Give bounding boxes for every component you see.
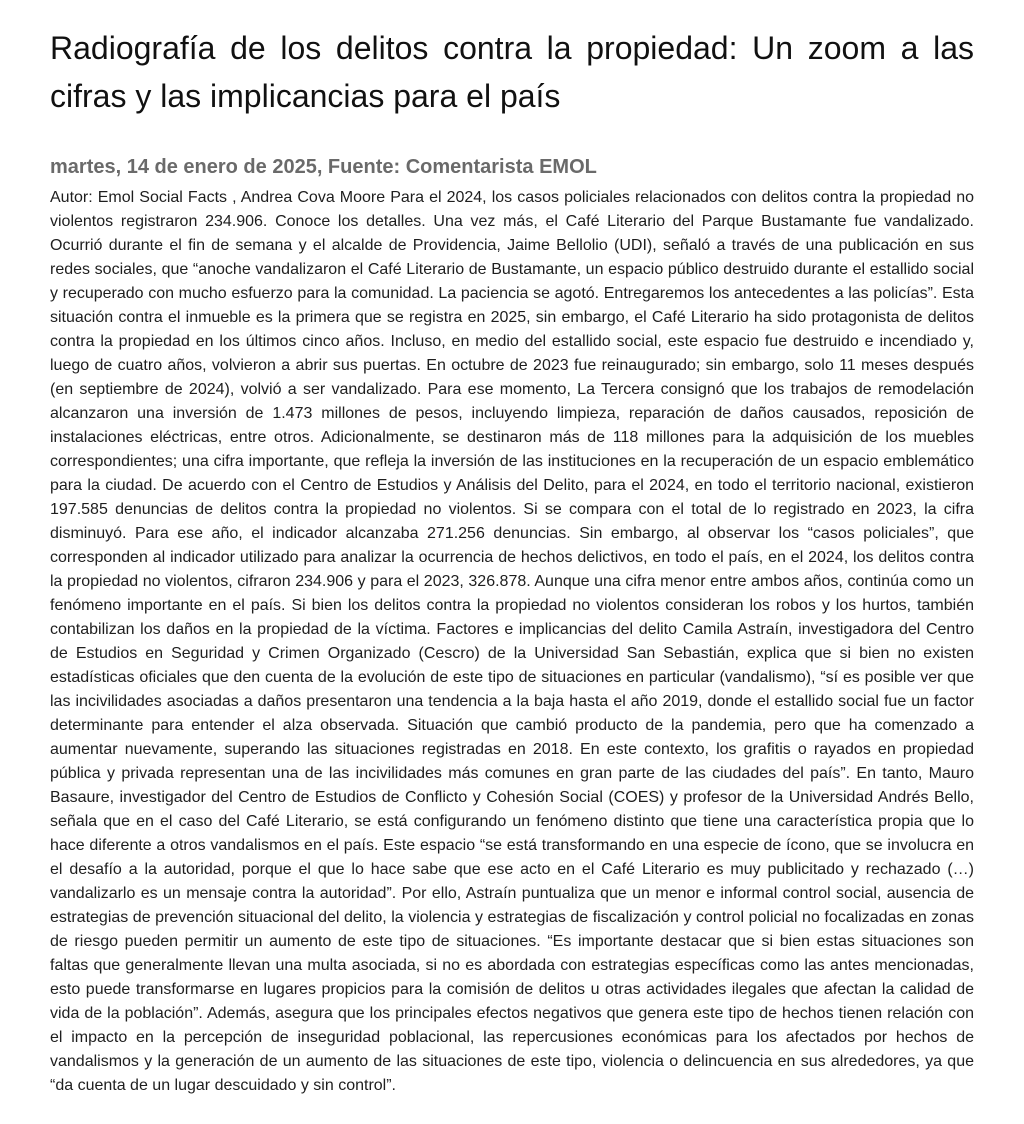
article-title: Radiografía de los delitos contra la propiedad: Un zoom a las cifras y las implicancias para el país (50, 30, 974, 114)
article-body: Autor: Emol Social Facts , Andrea Cova Moore Para el 2024, los casos policiales relacionados con delitos contra la propiedad no violentos registraron 234.906. Conoce los detalles. Una vez más, el Café Literario del Parque Bustamante fue vandalizado. Ocurrió durante el fin de semana y el alcalde de Providencia, Jaime Bellolio (UDI), señaló a través de una publicación en sus redes sociales, que “anoche vandalizaron el Café Literario de Bustamante, un espacio público destruido durante el estallido social y recuperado con mucho esfuerzo para la comunidad. La paciencia se agotó. Entregaremos los antecedentes a las policías”. Esta situación contra el inmueble es la primera que se registra en 2025, sin embargo, el Café Literario ha sido protagonista de delitos contra la propiedad en los últimos cinco años. Incluso, en medio del estallido social, este espacio fue destruido e incendiado y, luego de cuatro años, volvieron a abrir sus puertas. En octubre de 2023 fue reinaugurado; sin embargo, solo 11 meses después (en septiembre de 2024), volvió a ser vandalizado. Para ese momento, La Tercera consignó que los trabajos de remodelación alcanzaron una inversión de 1.473 millones de pesos, incluyendo limpieza, reparación de daños causados, reposición de instalaciones eléctricas, entre otros. Adicionalmente, se destinaron más de 118 millones para la adquisición de los muebles correspondientes; una cifra importante, que refleja la inversión de las instituciones en la recuperación de un espacio emblemático para la ciudad. De acuerdo con el Centro de Estudios y Análisis del Delito, para el 2024, en todo el territorio nacional, existieron 197.585 denuncias de delitos contra la propiedad no violentos. Si se compara con el total de lo registrado en 2023, la cifra disminuyó. Para ese año, el indicador alcanzaba 271.256 denuncias. Sin embargo, al observar los “casos policiales”, que corresponden al indicador utilizado para analizar la ocurrencia de hechos delictivos, en todo el país, en el 2024, los delitos contra la propiedad no violentos, cifraron 234.906 y para el 2023, 326.878. Aunque una cifra menor entre ambos años, continúa como un fenómeno importante en el país. Si bien los delitos contra la propiedad no violentos consideran los robos y los hurtos, también contabilizan los daños en la propiedad de la víctima. Factores e implicancias del delito Camila Astraín, investigadora del Centro de Estudios en Seguridad y Crimen Organizado (Cescro) de la Universidad San Sebastián, explica que si bien no existen estadísticas oficiales que den cuenta de la evolución de este tipo de situaciones en particular (vandalismo), “sí es posible ver que las incivilidades asociadas a daños presentaron una tendencia a la baja hasta el año 2019, donde el estallido social fue un factor determinante para entender el alza observada. Situación que cambió producto de la pandemia, pero que ha comenzado a aumentar nuevamente, superando las situaciones registradas en 2018. En este contexto, los grafitis o rayados en propiedad pública y privada representan una de las incivilidades más comunes en gran parte de las ciudades del país”. En tanto, Mauro Basaure, investigador del Centro de Estudios de Conflicto y Cohesión Social (COES) y profesor de la Universidad Andrés Bello, señala que en el caso del Café Literario, se está configurando un fenómeno distinto que tiene una característica propia que lo hace diferente a otros vandalismos en el país. Este espacio “se está transformando en una especie de ícono, que se involucra en el desafío a la autoridad, porque el que lo hace sabe que ese acto en el Café Literario es muy publicitado y rechazado (…) vandalizarlo es un mensaje contra la autoridad”. Por ello, Astraín puntualiza que un menor e informal control social, ausencia de estrategias de prevención situacional del delito, la violencia y estrategias de fiscalización y control policial no focalizadas en zonas de riesgo pueden permitir un aumento de este tipo de situaciones. “Es importante destacar que si bien estas situaciones son faltas que generalmente llevan una multa asociada, si no es abordada con estrategias específicas como las antes mencionadas, esto puede transformarse en lugares propicios para la comisión de delitos u otras actividades ilegales que afectan la calidad de vida de la población”. Además, asegura que los principales efectos negativos que genera este tipo de hechos tienen relación con el impacto en la percepción de inseguridad poblacional, las repercusiones económicas para los afectados por hechos de vandalismos y la generación de un aumento de las situaciones de este tipo, violencia o delincuencia en sus alrededores, ya que “da cuenta de un lugar descuidado y sin control”. (50, 189, 974, 1094)
article-meta: martes, 14 de enero de 2025, Fuente: Comentarista EMOL (50, 156, 597, 178)
